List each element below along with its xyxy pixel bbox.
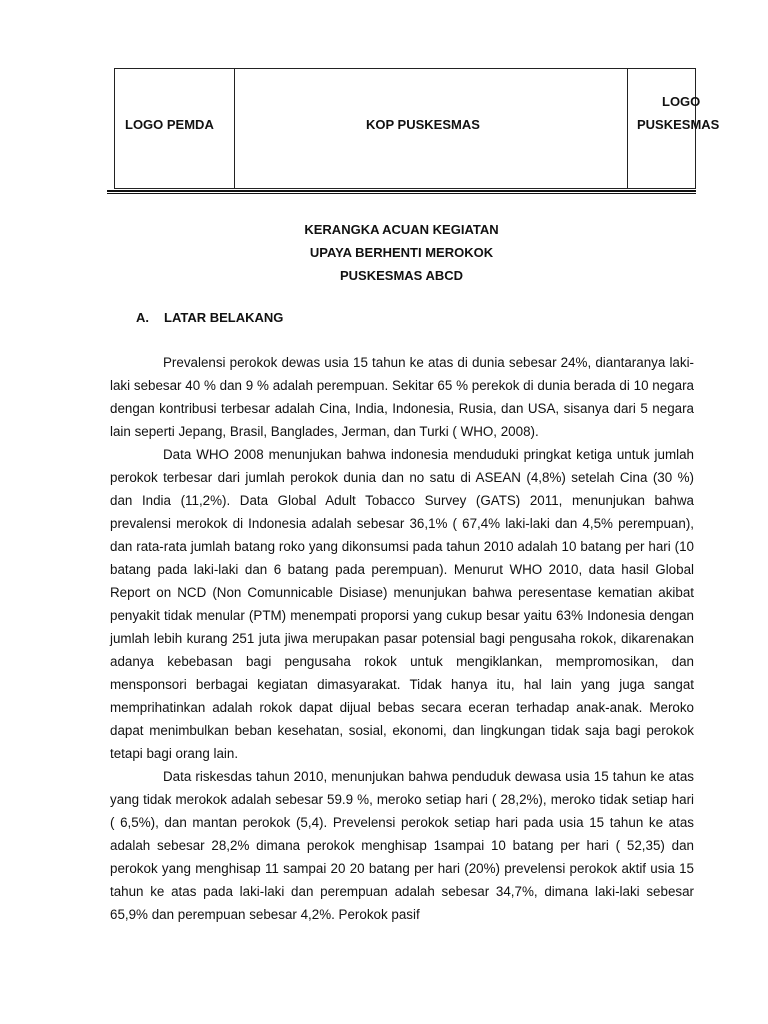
header-rule-thick: [107, 190, 696, 192]
paragraph: Data WHO 2008 menunjukan bahwa indonesia menduduki pringkat ketiga untuk jumlah perokok terbesar dari jumlah perokok dunia dan no satu di ASEAN (4,8%) setelah Cina (30 %) dan India (11,2%). Data Global Adult Tobacco Survey (GATS) 2011, menunjukan bahwa prevalensi merokok di Indonesia adalah sebesar 36,1% ( 67,4% laki-laki dan 4,5% perempuan), dan rata-rata jumlah batang roko yang dikonsumsi pada tahun 2010 adalah 10 batang per hari (10 batang pada laki-laki dan 6 batang pada perempuan). Menurut WHO 2010, data hasil Global Report on NCD (Non Comunnicable Disiase) menunjukan bahwa peresentase kematian akibat penyakit tidak menular (PTM) menempati proporsi yang cukup besar yaitu 63% Indonesia dengan jumlah lebih kurang 251 juta jiwa merupakan pasar potensial bagi pengusaha rokok, dikarenakan adanya kebebasan bagi pengusaha rokok untuk mengiklankan, mempromosikan, dan mensponsori berbagai kegiatan dimasyarakat. Tidak hanya itu, hal lain yang juga sangat memprihatinkan adalah rokok dapat dijual bebas secara eceran terhadap anak-anak. Meroko dapat menimbulkan beban kesehatan, sosial, ekonomi, dan lingkungan tidak saja bagi perokok tetapi bagi orang lain.: [110, 447, 694, 761]
document-organization: PUSKESMAS ABCD: [339, 268, 464, 283]
paragraph: Data riskesdas tahun 2010, menunjukan bahwa penduduk dewasa usia 15 tahun ke atas yang tidak merokok adalah sebesar 59.9 %, meroko setiap hari ( 28,2%), meroko tidak setiap hari ( 6,5%), dan mantan perokok (5,4). Prevelensi perokok setiap hari pada usia 15 tahun ke atas adalah sebesar 28,2% dimana perokok menghisap 1sampai 10 batang per hari ( 52,35) dan perokok yang menghisap 11 sampai 20 20 batang per hari (20%) prevelensi perokok aktif usia 15 tahun ke atas pada laki-laki dan perempuan adalah sebesar 34,7%, dimana laki-laki sebesar 65,9% dan perempuan sebesar 4,2%. Perokok pasif: [110, 769, 694, 922]
logo-puskesmas-label-line1: LOGO: [662, 94, 701, 109]
kop-puskesmas-label: KOP PUSKESMAS: [366, 117, 480, 132]
logo-puskesmas-label-line2: PUSKESMAS: [637, 117, 720, 132]
header-rule-thin: [107, 193, 696, 194]
section-title: LATAR BELAKANG: [164, 310, 284, 325]
section-letter: A.: [136, 310, 149, 325]
logo-pemda-label: LOGO PEMDA: [125, 117, 214, 132]
body-text: [110, 351, 694, 926]
section-heading: [136, 310, 283, 325]
document-subtitle: UPAYA BERHENTI MEROKOK: [309, 245, 494, 260]
paragraph: Prevalensi perokok dewas usia 15 tahun ke atas di dunia sebesar 24%, diantaranya laki-laki sebesar 40 % dan 9 % adalah perempuan. Sekitar 65 % perekok di dunia berada di 10 negara dengan kontribusi terbesar adalah Cina, India, Indonesia, Rusia, dan USA, sisanya dari 5 negara lain seperti Jepang, Brasil, Banglades, Jerman, dan Turki ( WHO, 2008).: [110, 355, 694, 439]
document-title-block: [107, 218, 696, 287]
document-title: KERANGKA ACUAN KEGIATAN: [304, 222, 499, 237]
